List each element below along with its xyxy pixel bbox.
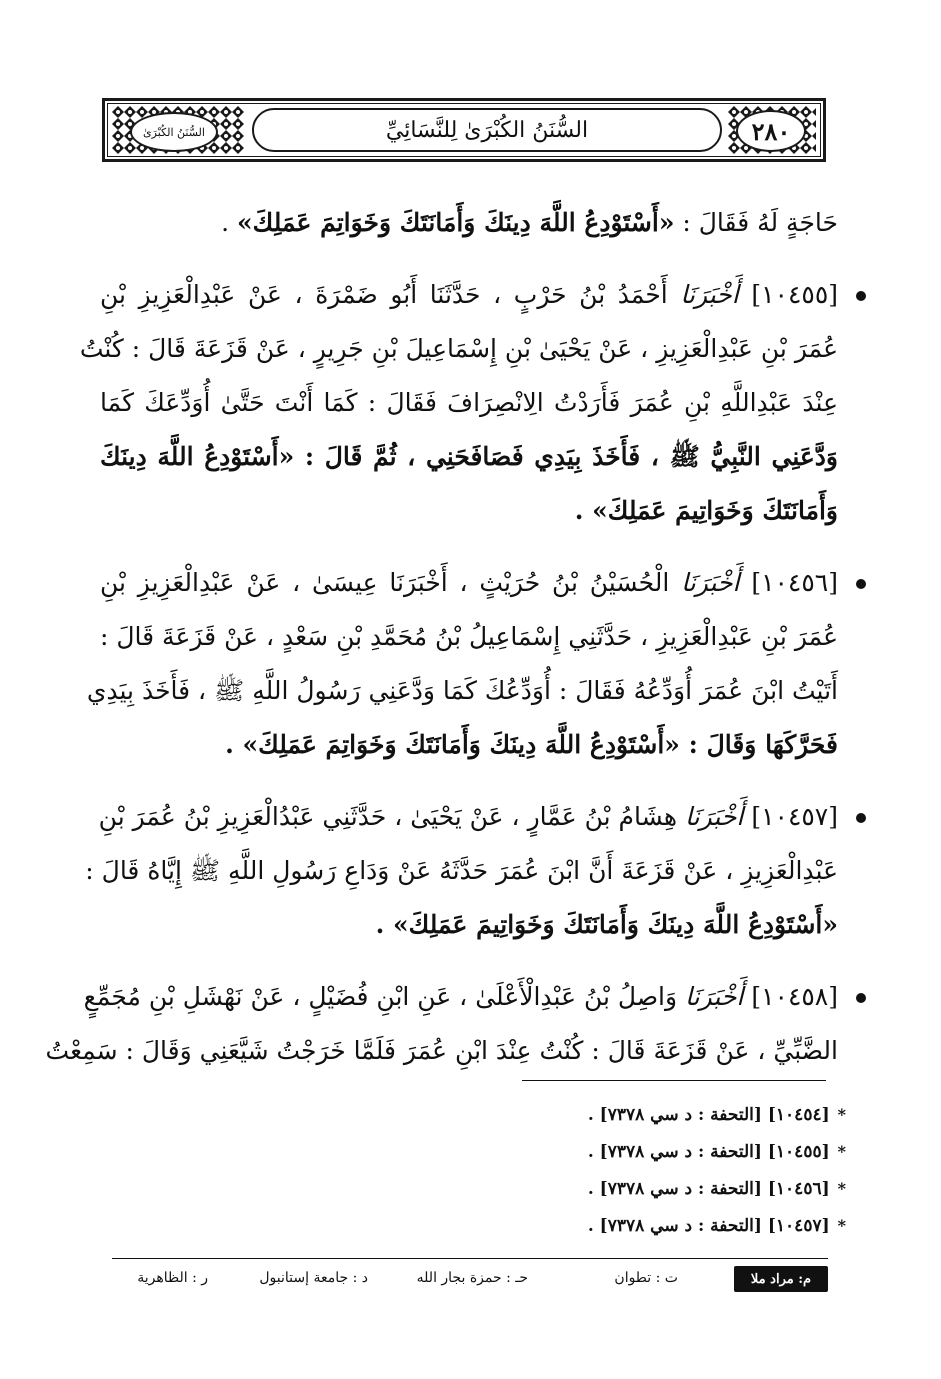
line-text: الْحُسَيْنُ بْنُ حُرَيْثٍ ، أَخْبَرَنَا عِيسَىٰ ، عَنْ عَبْدِالْعَزِيزِ بْنِ: [100, 568, 670, 597]
footnote-star: *: [837, 1216, 846, 1235]
logo-text: السُّنَنُ الكُبْرَىٰ: [143, 125, 205, 139]
footnote: [588, 1207, 846, 1244]
text-line: أَتَيْتُ ابْنَ عُمَرَ أُوَدِّعُهُ فَقَالَ : أُوَدِّعُكَ كَمَا وَدَّعَنِي رَسُولُ اللَّهِ ﷺ ، فَأَخَذَ بِيَدِي: [86, 676, 838, 705]
footnote-divider: [522, 1080, 826, 1081]
hadith-paragraph: [86, 556, 838, 772]
footnote: [588, 1096, 846, 1133]
text-line: [100, 196, 838, 250]
bullet-icon: [856, 993, 866, 1003]
footnote-text: [١٠٤٥٥] [التحفة : د سي ٧٣٧٨] .: [587, 1142, 830, 1162]
opening-fragment: [100, 196, 838, 250]
text-line: وَدَّعَنِي النَّبِيُّ ﷺ ، فَأَخَذَ بِيَدِي فَصَافَحَنِي ، ثُمَّ قَالَ : «أَسْتَوْدِعُ اللَّهَ دِينَكَ: [100, 442, 838, 471]
text-line: الضَّبِّيِّ ، عَنْ قَزَعَةَ قَالَ : كُنْتُ عِنْدَ ابْنِ عُمَرَ فَلَمَّا خَرَجْتُ شَيَّعَنِي وَقَالَ : سَمِعْتُ: [45, 1036, 838, 1065]
page-number: ٢٨٠: [751, 116, 791, 146]
ikhbar-word: أَخْبَرَنَا: [680, 280, 739, 309]
text-line: [100, 790, 838, 844]
footnotes: [588, 1096, 846, 1244]
footnote: [588, 1133, 846, 1170]
text-line: عَبْدِالْعَزِيزِ ، عَنْ قَزَعَةَ أَنَّ ابْنَ عُمَرَ حَدَّثَهُ عَنْ وَدَاعِ رَسُولِ اللَّهِ ﷺ إِيَّاهُ قَالَ :: [85, 856, 838, 885]
hadith-paragraph: [85, 790, 838, 952]
footnote-star: *: [837, 1179, 846, 1198]
bullet-icon: [856, 291, 866, 301]
line-text: وَاصِلُ بْنُ عَبْدِالْأَعْلَىٰ ، عَنِ ابْنِ فُضَيْلٍ ، عَنْ نَهْشَلِ بْنِ مُجَمِّعٍ: [83, 982, 678, 1011]
main-text: [45, 196, 839, 1096]
text-line: [100, 556, 838, 610]
page-number-badge: [736, 110, 806, 152]
bullet-icon: [856, 579, 866, 589]
title-band: [252, 108, 722, 152]
legend-item: حـ : حمزة بجار الله: [416, 1270, 528, 1286]
text-line: عِنْدَ عَبْدِاللَّهِ بْنِ عُمَرَ فَأَرَدْتُ الِانْصِرَافَ فَقَالَ : كَمَا أَنْتَ حَتَّىٰ أُوَدِّعَكَ كَمَا: [100, 388, 838, 417]
footnote-star: *: [837, 1142, 846, 1161]
hadith-number: [١٠٤٥٦]: [751, 568, 838, 597]
footnote-text: [١٠٤٥٦] [التحفة : د سي ٧٣٧٨] .: [587, 1179, 830, 1199]
hadith-paragraph: [79, 268, 839, 538]
text-line: عُمَرَ بْنِ عَبْدِالْعَزِيزِ ، عَنْ يَحْيَىٰ بْنِ إِسْمَاعِيلَ بْنِ جَرِيرٍ ، عَنْ قَزَعَةَ قَالَ : كُنْتُ: [79, 334, 838, 363]
text-line: [83, 970, 838, 1024]
footnote: [588, 1170, 846, 1207]
page-header: [102, 98, 826, 162]
text-line: [100, 268, 838, 322]
hadith-number: [١٠٤٥٧]: [751, 802, 838, 831]
footnote-star: *: [837, 1105, 846, 1124]
footnote-text: [١٠٤٥٧] [التحفة : د سي ٧٣٧٨] .: [587, 1216, 830, 1236]
line-end: .: [221, 208, 238, 237]
legend-item: ر : الظاهرية: [137, 1270, 208, 1286]
legend-item: ت : تطوان: [614, 1270, 678, 1286]
ikhbar-word: أَخْبَرَنَا: [685, 802, 744, 831]
text-line: وَأَمَانَتَكَ وَخَوَاتِيمَ عَمَلِكَ» .: [574, 496, 838, 525]
ikhbar-word: أَخْبَرَنَا: [681, 568, 740, 597]
legend-divider: [112, 1258, 828, 1259]
hadith-paragraph: [45, 970, 838, 1078]
hadith-quote: «أَسْتَوْدِعُ اللَّهَ دِينَكَ وَأَمَانَتَكَ وَخَوَاتِمَ عَمَلِكَ»: [237, 208, 675, 237]
text-line: فَحَرَّكَهَا وَقَالَ : «أَسْتَوْدِعُ اللَّهَ دِينَكَ وَأَمَانَتَكَ وَخَوَاتِمَ عَمَلِكَ» .: [225, 730, 838, 759]
footnote-text: [١٠٤٥٤] [التحفة : د سي ٧٣٧٨] .: [587, 1105, 830, 1125]
bullet-icon: [856, 813, 866, 823]
hadith-number: [١٠٤٥٥]: [751, 280, 839, 309]
ikhbar-word: أَخْبَرَنَا: [685, 982, 744, 1011]
legend-badge: م: مراد ملا: [734, 1266, 828, 1292]
book-logo: [130, 112, 218, 152]
line-text: أَحْمَدُ بْنُ حَرْبٍ ، حَدَّثَنَا أَبُو ضَمْرَةَ ، عَنْ عَبْدِالْعَزِيزِ بْنِ: [100, 280, 668, 309]
text-line: «أَسْتَوْدِعُ اللَّهَ دِينَكَ وَأَمَانَتَكَ وَخَوَاتِيمَ عَمَلِكَ» .: [375, 910, 838, 939]
page-title: السُّنَنُ الكُبْرَىٰ لِلنَّسَائِيِّ: [385, 117, 589, 143]
manuscript-legend: [112, 1266, 828, 1296]
line-text: هِشَامُ بْنُ عَمَّارٍ ، عَنْ يَحْيَىٰ ، حَدَّثَنِي عَبْدُالْعَزِيزِ بْنُ عُمَرَ بْنِ: [98, 802, 678, 831]
hadith-number: [١٠٤٥٨]: [751, 982, 838, 1011]
text-line: عُمَرَ بْنِ عَبْدِالْعَزِيزِ ، حَدَّثَنِي إِسْمَاعِيلُ بْنُ مُحَمَّدِ بْنِ سَعْدٍ ، عَنْ قَزَعَةَ قَالَ :: [100, 622, 838, 651]
line-text: حَاجَةٍ لَهُ فَقَالَ :: [674, 208, 838, 237]
legend-item: د : جامعة إستانبول: [259, 1270, 368, 1286]
